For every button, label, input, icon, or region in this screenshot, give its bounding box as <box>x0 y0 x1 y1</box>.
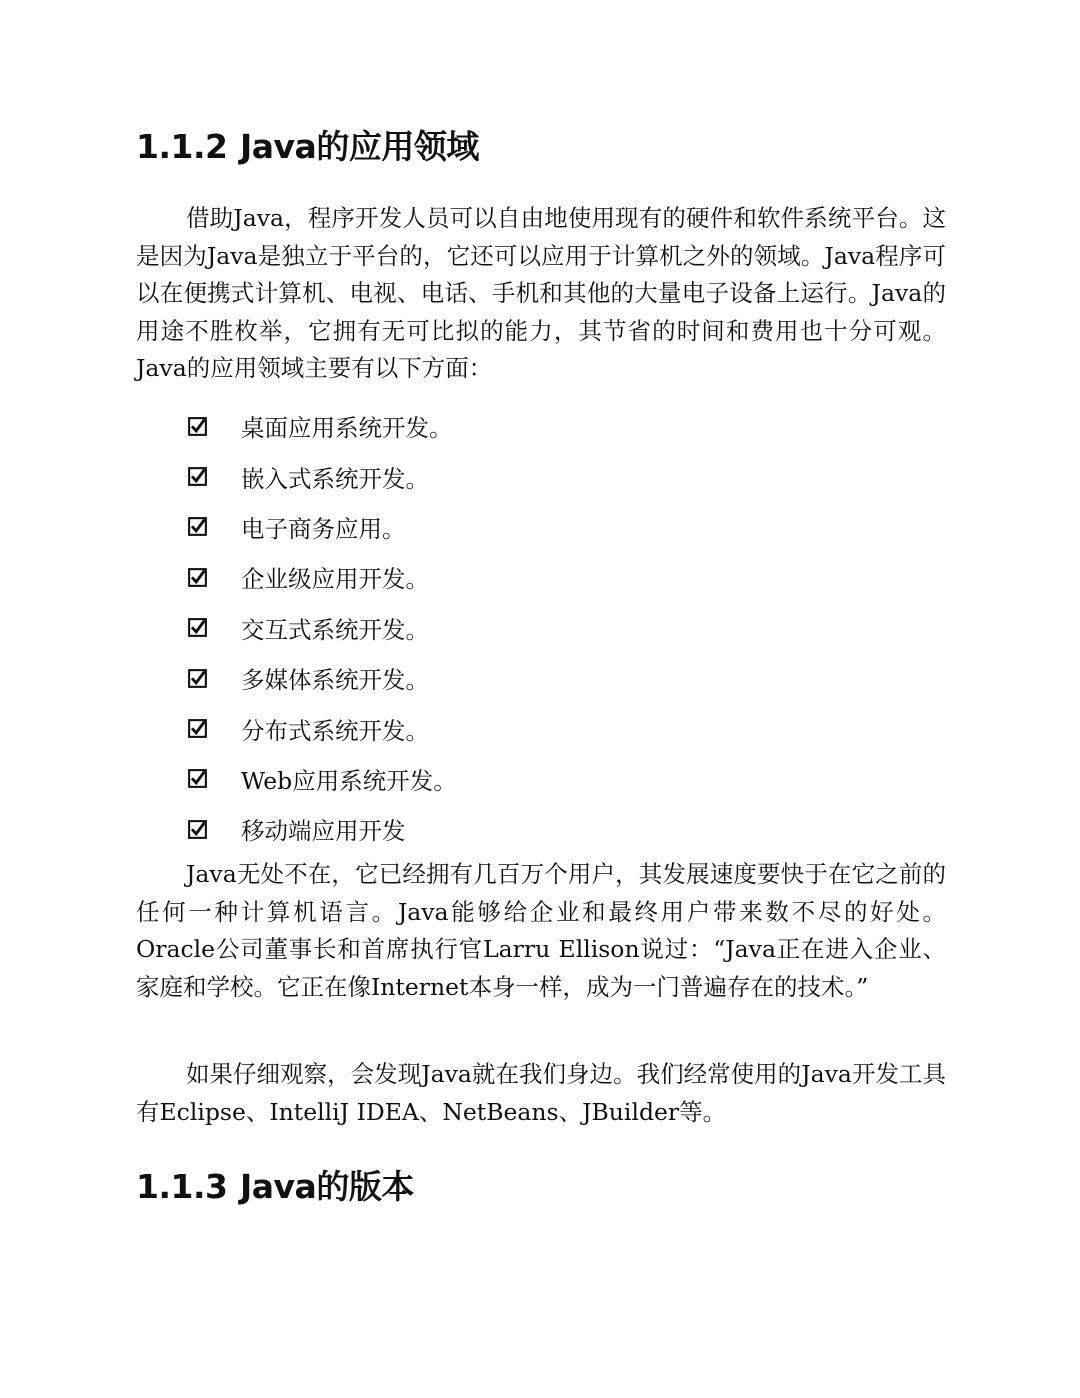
list-item-text: 交互式系统开发。 <box>241 615 429 644</box>
list-item <box>188 703 457 753</box>
checkbox-checked-icon <box>188 417 207 436</box>
list-item <box>188 502 457 552</box>
list-item <box>188 653 457 703</box>
list-item <box>188 401 457 451</box>
list-item-text: 电子商务应用。 <box>241 514 406 543</box>
section-heading-1-1-3 <box>136 1167 414 1206</box>
checkbox-checked-icon <box>188 517 207 536</box>
list-item-text: 分布式系统开发。 <box>241 716 429 745</box>
section-title: Java的应用领域 <box>240 127 479 166</box>
section-title: Java的版本 <box>240 1167 414 1206</box>
checkbox-checked-icon <box>188 820 207 839</box>
checkbox-checked-icon <box>188 467 207 486</box>
list-item <box>188 804 457 854</box>
section-heading-1-1-2 <box>136 127 479 166</box>
checkbox-checked-icon <box>188 669 207 688</box>
list-item-text: 移动端应用开发 <box>241 817 406 846</box>
list-item-text: 桌面应用系统开发。 <box>241 414 453 443</box>
checkbox-checked-icon <box>188 568 207 587</box>
application-areas-list <box>188 401 457 855</box>
list-item-text: 企业级应用开发。 <box>241 565 429 594</box>
tools-paragraph: 如果仔细观察，会发现Java就在我们身边。我们经常使用的Java开发工具有Eclipse、IntelliJ IDEA、NetBeans、JBuilder等。 <box>136 1060 946 1126</box>
intro-paragraph: 借助Java，程序开发人员可以自由地使用现有的硬件和软件系统平台。这是因为Java是独立于平台的，它还可以应用于计算机之外的领域。Java程序可以在便携式计算机、电视、电话、手机和其他的大量电子设备上运行。Java的用途不胜枚举，它拥有无可比拟的能力，其节省的时间和费用也十分可观。Java的应用领域主要有以下方面： <box>136 204 946 382</box>
section-number: 1.1.2 <box>136 127 228 166</box>
list-item-text: Web应用系统开发。 <box>241 766 457 795</box>
ubiquity-paragraph: Java无处不在，它已经拥有几百万个用户，其发展速度要快于在它之前的任何一种计算机语言。Java能够给企业和最终用户带来数不尽的好处。Oracle公司董事长和首席执行官Larru Ellison说过：“Java正在进入企业、家庭和学校。它正在像Internet本身一样，成为一门普遍存在的技术。” <box>136 860 946 1001</box>
list-item <box>188 552 457 602</box>
list-item <box>188 754 457 804</box>
list-item <box>188 603 457 653</box>
checkbox-checked-icon <box>188 618 207 637</box>
list-item-text: 多媒体系统开发。 <box>241 666 429 695</box>
section-number: 1.1.3 <box>136 1167 228 1206</box>
list-item <box>188 451 457 501</box>
checkbox-checked-icon <box>188 719 207 738</box>
list-item-text: 嵌入式系统开发。 <box>241 464 429 493</box>
checkbox-checked-icon <box>188 769 207 788</box>
